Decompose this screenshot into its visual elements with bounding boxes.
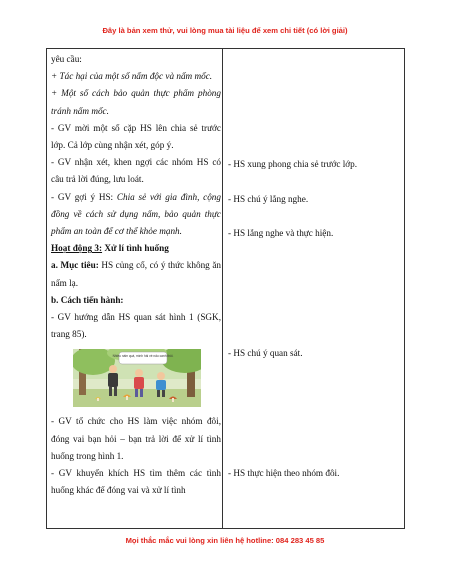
goal-label: a. Mục tiêu: xyxy=(51,260,99,271)
teacher-step-suggest xyxy=(51,189,221,241)
goal-text: HS củng cố, có ý thức không ăn nấm lạ. xyxy=(51,260,221,288)
activity-heading xyxy=(51,240,221,257)
requirement-item-2: + Một số cách bảo quản thực phẩm phòng tránh nấm mốc. xyxy=(51,88,221,116)
suggest-text: Chia sẻ với gia đình, cộng đồng về cách sử dụng nấm, bảo quản thực phẩm an toàn để cơ thể khỏe mạnh. xyxy=(51,191,221,237)
lesson-table xyxy=(46,48,405,529)
requirement-intro: yêu cầu: xyxy=(51,54,82,64)
requirement-item-1: + Tác hại của một số nấm độc và nấm mốc. xyxy=(51,71,213,82)
teacher-step-roleplay: - GV tổ chức cho HS làm việc nhóm đôi, đóng vai bạn hỏi – bạn trả lời để xử lí tình huống trong hình 1. xyxy=(51,416,221,461)
student-response-listen: - HS chú ý lắng nghe. xyxy=(228,194,309,204)
student-response-follow: - HS lắng nghe và thực hiện. xyxy=(228,228,334,238)
suggest-prefix: - GV gợi ý HS: xyxy=(51,191,117,202)
hotline-banner: Mọi thắc mắc vui lòng xin liên hệ hotline: 084 283 45 85 xyxy=(125,536,325,545)
teacher-step-share: - GV mời một số cặp HS lên chia sẻ trước lớp. Cả lớp cùng nhận xét, góp ý. xyxy=(51,122,221,151)
teacher-step-encourage: - GV khuyến khích HS tìm thêm các tình huống khác để đóng vai và xử lí tình xyxy=(51,468,221,496)
activity-number: Hoạt động 3: xyxy=(51,243,103,254)
student-response-observe: - HS chú ý quan sát. xyxy=(228,348,303,358)
teacher-step-observe: - GV hướng dẫn HS quan sát hình 1 (SGK, trang 85). xyxy=(51,312,221,340)
teacher-activities-column xyxy=(51,51,221,499)
student-response-pairs: - HS thực hiện theo nhóm đôi. xyxy=(228,468,340,478)
column-divider xyxy=(222,49,223,528)
method-heading: b. Cách tiến hành: xyxy=(51,294,124,305)
activity-name: Xử lí tình huống xyxy=(102,243,169,254)
teacher-step-praise: - GV nhận xét, khen ngợi các nhóm HS có câu trả lời đúng, lưu loát. xyxy=(51,157,221,185)
goal-line xyxy=(51,257,221,291)
speech-bubble-text: Nhiều nấm quá, mình hái về nấu canh thôi. xyxy=(112,354,174,359)
student-response-share: - HS xung phong chia sẻ trước lớp. xyxy=(228,159,358,169)
mushroom-forest-illustration xyxy=(73,349,201,407)
preview-banner: Đây là bản xem thử, vui lòng mua tài liệu để xem chi tiết (có lời giải) xyxy=(102,26,348,35)
